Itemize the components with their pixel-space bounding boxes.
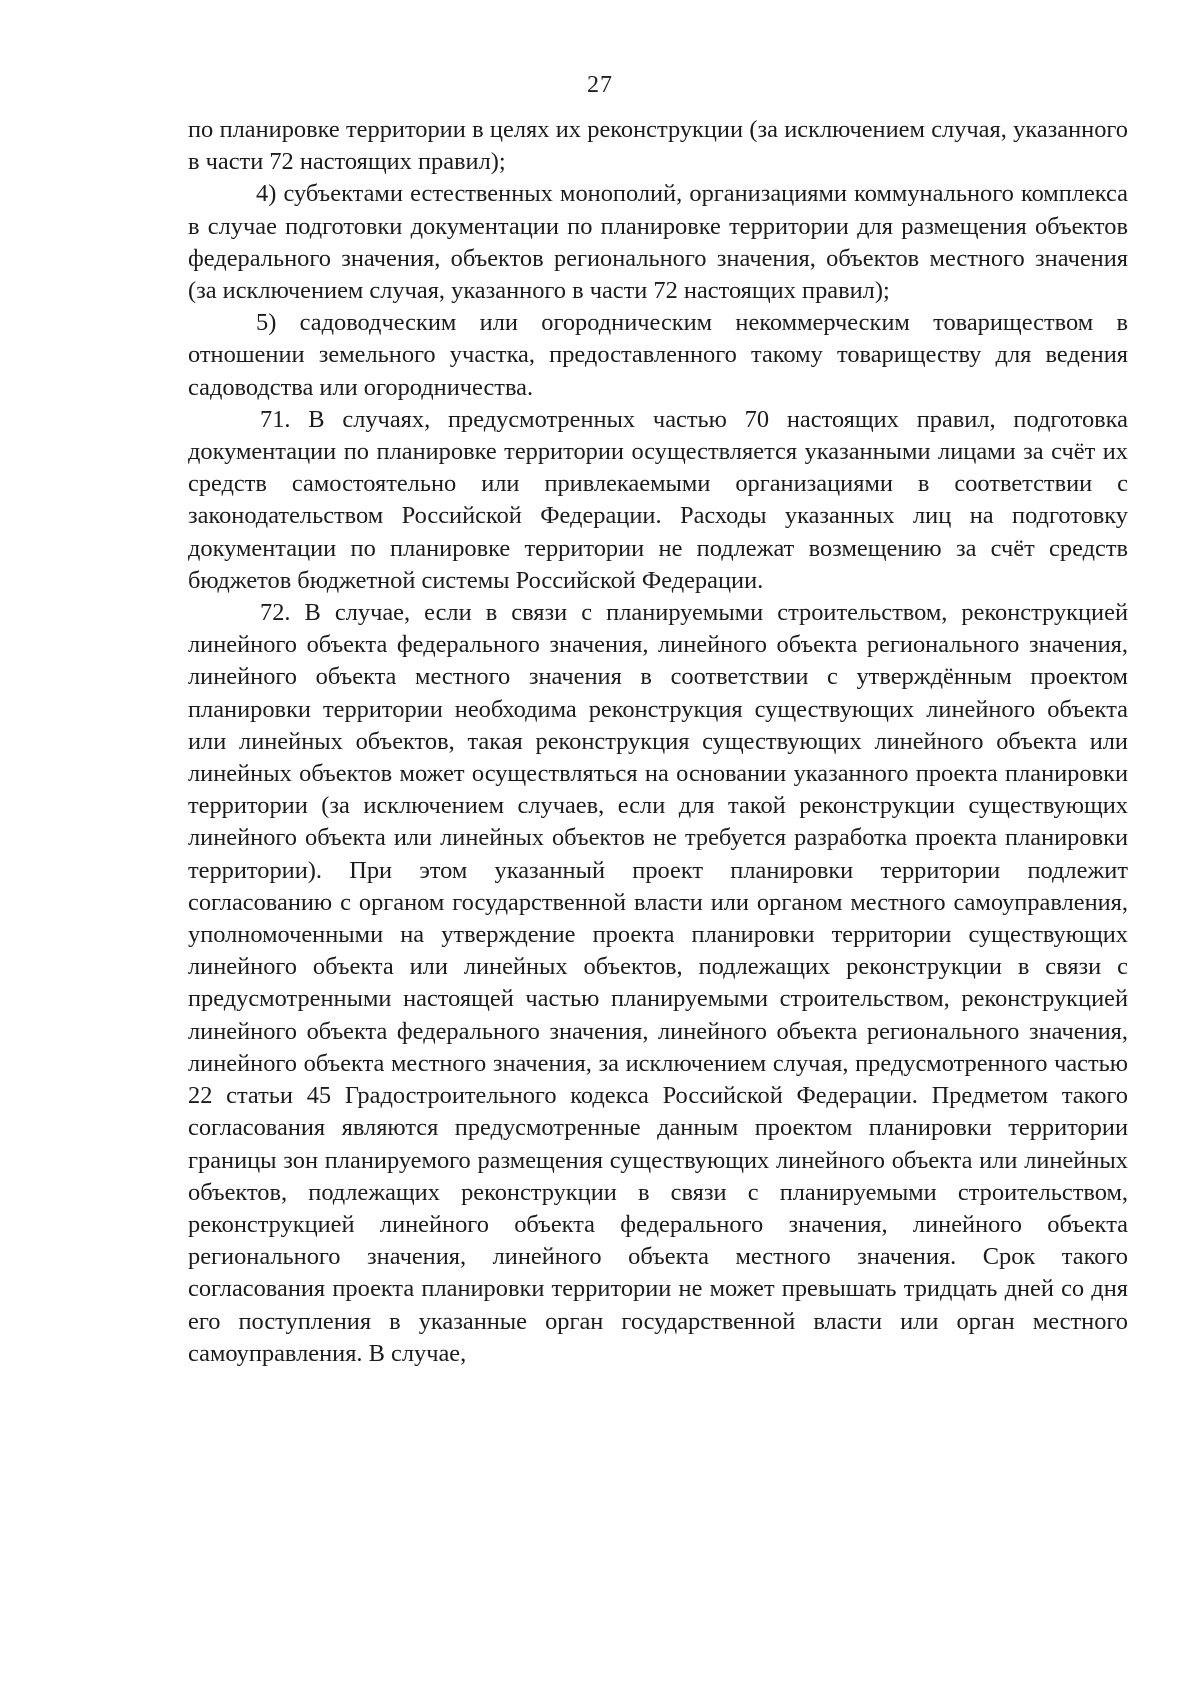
paragraph-item-5: 5) садоводческим или огородническим некоммерческим товариществом в отношении земельного участка, предоставленного такому товариществу для ведения садоводства или огородничества.: [188, 309, 1128, 401]
paragraph-continuation: по планировке территории в целях их реконструкции (за исключением случая, указанного в части 72 настоящих правил);: [188, 116, 1128, 176]
paragraph-clause-71: 71. В случаях, предусмотренных частью 70 настоящих правил, подготовка документации по планировке территории осуществляется указанными лицами за счёт их средств самостоятельно или привлекаемыми организациями в соответствии с законодательством Российской Федерации. Расходы указанных лиц на подготовку документации по планировке территории не подлежат возмещению за счёт средств бюджетов бюджетной системы Российской Федерации.: [188, 405, 1128, 594]
paragraph-clause-72: 72. В случае, если в связи с планируемыми строительством, реконструкцией линейного объекта федерального значения, линейного объекта регионального значения, линейного объекта местного значения в соответствии с утверждённым проектом планировки территории необходима реконструкция существующих линейного объекта или линейных объектов, такая реконструкция существующих линейного объекта или линейных объектов может осуществляться на основании указанного проекта планировки территории (за исключением случаев, если для такой реконструкции существующих линейного объекта или линейных объектов не требуется разработка проекта планировки территории). При этом указанный проект планировки территории подлежит согласованию с органом государственной власти или органом местного самоуправления, уполномоченными на утверждение проекта планировки территории существующих линейного объекта или линейных объектов, подлежащих реконструкции в связи с предусмотренными настоящей частью планируемыми строительством, реконструкцией линейного объекта федерального значения, линейного объекта регионального значения, линейного объекта местного значения, за исключением случая, предусмотренного частью 22 статьи 45 Градостроительного кодекса Российской Федерации. Предметом такого согласования являются предусмотренные данным проектом планировки территории границы зон планируемого размещения существующих линейного объекта или линейных объектов, подлежащих реконструкции в связи с планируемыми строительством, реконструкцией линейного объекта федерального значения, линейного объекта регионального значения, линейного объекта местного значения. Срок такого согласования проекта планировки территории не может превышать тридцать дней со дня его поступления в указанные орган государственной власти или орган местного самоуправления. В случае,: [188, 599, 1128, 1367]
page-number: 27: [587, 72, 613, 98]
document-body: [188, 114, 1128, 1370]
paragraph-item-4: 4) субъектами естественных монополий, организациями коммунального комплекса в случае подготовки документации по планировке территории для размещения объектов федерального значения, объектов регионального значения, объектов местного значения (за исключением случая, указанного в части 72 настоящих правил);: [188, 180, 1128, 305]
